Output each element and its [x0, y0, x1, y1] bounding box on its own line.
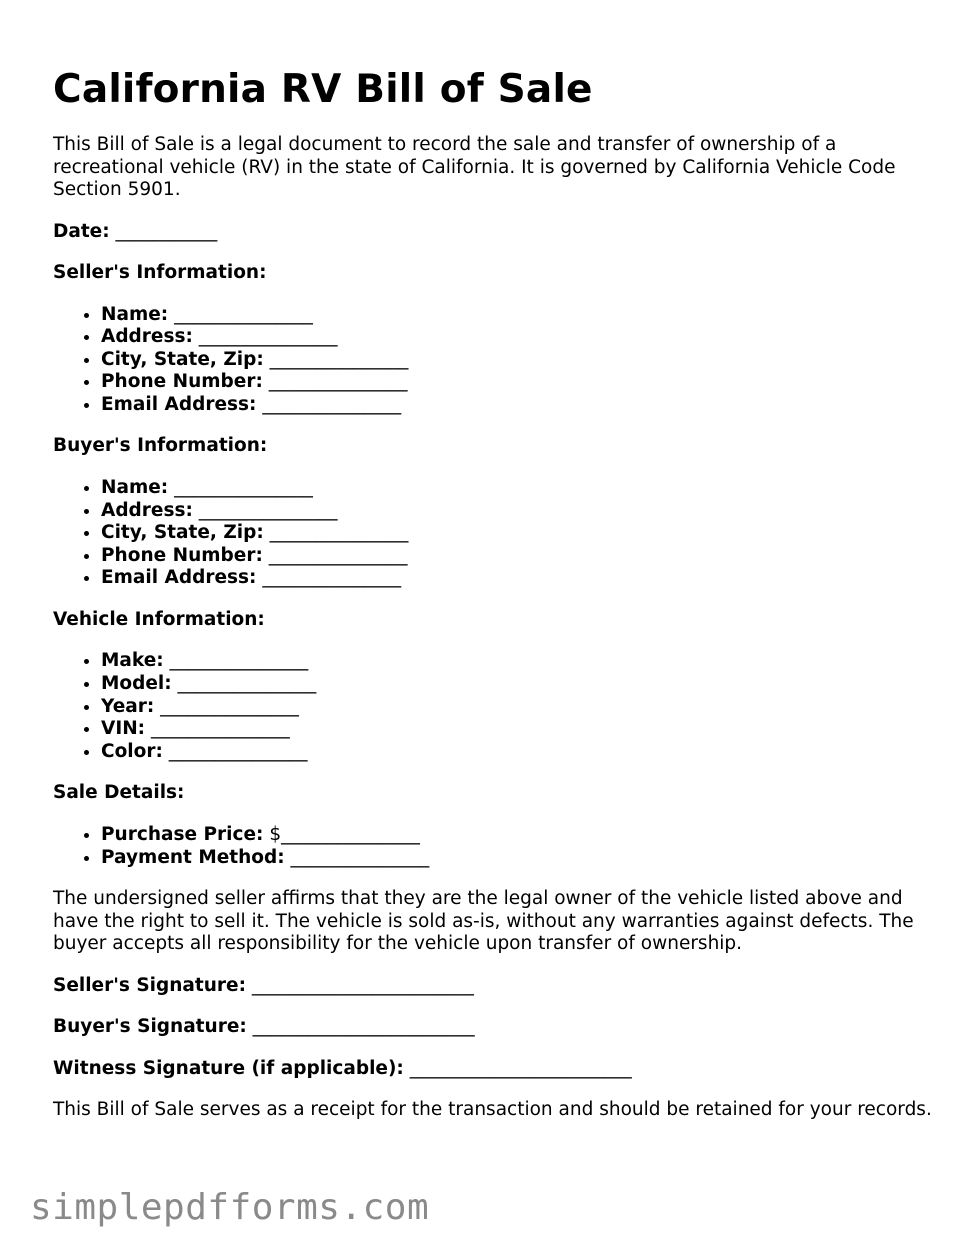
sale-fields: [53, 824, 933, 869]
signature-blank[interactable]: ________________________: [251, 974, 474, 996]
document: [53, 66, 933, 1141]
field-blank[interactable]: _______________: [150, 718, 290, 740]
seller-heading: Seller's Information:: [53, 262, 267, 283]
vehicle-vin-field: [101, 718, 933, 741]
signature-label: Buyer's Signature:: [53, 1016, 247, 1038]
field-label: Payment Method:: [101, 846, 285, 868]
field-label: Model:: [101, 673, 172, 695]
field-blank[interactable]: _______________: [269, 522, 409, 544]
vehicle-fields: [53, 650, 933, 763]
field-blank[interactable]: _______________: [160, 695, 299, 717]
date-label: Date:: [53, 220, 110, 242]
field-blank[interactable]: $_______________: [269, 823, 420, 845]
vehicle-year-field: [101, 696, 933, 719]
date-blank[interactable]: ___________: [115, 220, 218, 242]
field-label: Address:: [101, 499, 193, 521]
field-blank[interactable]: _______________: [268, 544, 408, 566]
seller-signature-line: [53, 975, 933, 998]
sale-heading: Sale Details:: [53, 782, 185, 804]
signature-label: Witness Signature (if applicable):: [53, 1057, 404, 1079]
date-line: [53, 221, 933, 244]
field-blank[interactable]: _______________: [198, 499, 338, 521]
field-label: Make:: [101, 650, 164, 672]
field-label: VIN:: [101, 718, 146, 740]
document-title: California RV Bill of Sale: [53, 67, 593, 112]
field-blank[interactable]: _______________: [174, 476, 313, 498]
buyer-signature-line: [53, 1016, 933, 1039]
buyer-heading: Buyer's Information:: [53, 435, 268, 457]
seller-phone-field: [101, 371, 933, 394]
field-blank[interactable]: _______________: [177, 673, 317, 695]
seller-email-field: [101, 394, 933, 417]
signature-label: Seller's Signature:: [53, 974, 246, 996]
field-blank[interactable]: _______________: [168, 740, 308, 762]
field-label: Purchase Price:: [101, 823, 264, 845]
closing-paragraph: This Bill of Sale serves as a receipt for the transaction and should be retained for your records.: [53, 1099, 932, 1121]
witness-signature-line: [53, 1058, 933, 1081]
seller-name-field: [101, 304, 933, 327]
field-label: Phone Number:: [101, 544, 263, 566]
vehicle-model-field: [101, 673, 933, 696]
field-blank[interactable]: _______________: [169, 650, 309, 672]
vehicle-make-field: [101, 650, 933, 673]
field-label: Name:: [101, 303, 169, 325]
buyer-address-field: [101, 500, 933, 523]
field-blank[interactable]: _______________: [174, 303, 313, 325]
buyer-fields: [53, 477, 933, 590]
field-blank[interactable]: _______________: [198, 326, 338, 348]
buyer-phone-field: [101, 545, 933, 568]
field-blank[interactable]: _______________: [290, 846, 430, 868]
buyer-name-field: [101, 477, 933, 500]
field-label: Email Address:: [101, 567, 257, 589]
payment-method-field: [101, 847, 933, 870]
buyer-city-state-zip-field: [101, 522, 933, 545]
field-label: City, State, Zip:: [101, 522, 264, 544]
field-blank[interactable]: _______________: [262, 567, 402, 589]
field-label: Name:: [101, 476, 169, 498]
field-label: Phone Number:: [101, 371, 263, 393]
field-blank[interactable]: _______________: [269, 348, 409, 370]
field-label: Address:: [101, 326, 193, 348]
field-blank[interactable]: _______________: [268, 371, 408, 393]
seller-address-field: [101, 326, 933, 349]
signature-blank[interactable]: ________________________: [252, 1016, 475, 1038]
field-label: Year:: [101, 695, 155, 717]
field-blank[interactable]: _______________: [262, 393, 402, 415]
vehicle-color-field: [101, 741, 933, 764]
vehicle-heading: Vehicle Information:: [53, 608, 265, 630]
intro-paragraph: This Bill of Sale is a legal document to record the sale and transfer of ownership of a recreational vehicle (RV) in the state of California. It is governed by California Vehicle Code Section 5901.: [53, 134, 896, 200]
field-label: Color:: [101, 740, 163, 762]
seller-city-state-zip-field: [101, 349, 933, 372]
field-label: Email Address:: [101, 393, 257, 415]
buyer-email-field: [101, 567, 933, 590]
affirmation-paragraph: The undersigned seller affirms that they are the legal owner of the vehicle listed above and have the right to sell it. The vehicle is sold as-is, without any warranties against defects. The buyer accepts all responsibility for the vehicle upon transfer of ownership.: [53, 888, 914, 955]
seller-fields: [53, 304, 933, 417]
signature-blank[interactable]: ________________________: [409, 1057, 632, 1079]
field-label: City, State, Zip:: [101, 348, 264, 370]
purchase-price-field: [101, 824, 933, 847]
watermark: simplepdfforms.com: [30, 1187, 430, 1228]
